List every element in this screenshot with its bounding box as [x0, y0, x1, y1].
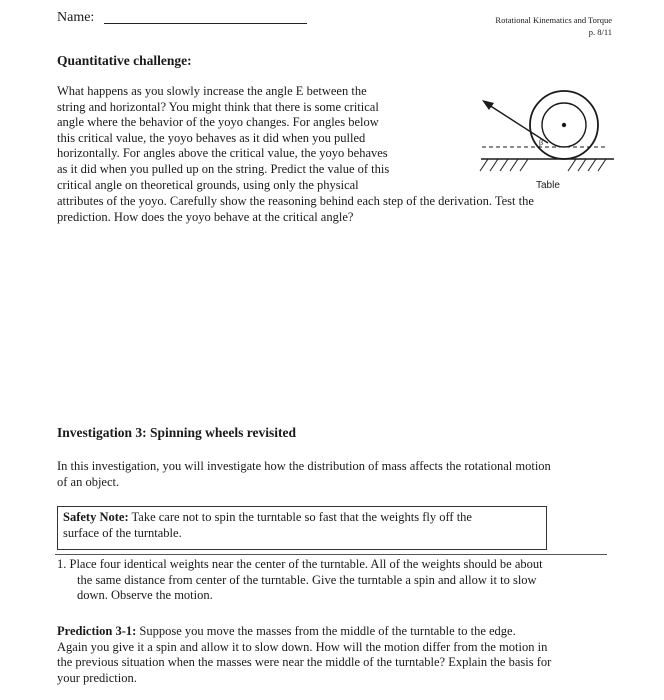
text-line: prediction. How does the yoyo behave at the critical angle?	[57, 209, 354, 224]
safety-note-label: Safety Note:	[63, 510, 129, 524]
text-line: of an object.	[57, 474, 120, 489]
text-line: Again you give it a spin and allow it to slow down. How will the motion differ from the motion in	[57, 639, 548, 654]
investigation-3-heading: Investigation 3: Spinning wheels revisited	[57, 425, 297, 440]
text-line: surface of the turntable.	[63, 525, 182, 540]
text-line: 1. Place four identical weights near the center of the turntable. All of the weights should be about	[57, 557, 543, 571]
text-line: down. Observe the motion.	[77, 588, 213, 603]
text-line: as it did when you pulled up on the string. Predict the value of this	[57, 161, 390, 176]
text-line: In this investigation, you will investigate how the distribution of mass affects the rotational motion	[57, 459, 551, 473]
table-label: Table	[536, 180, 560, 188]
prediction-label: Prediction 3-1:	[57, 624, 137, 638]
text-line: the same distance from center of the turntable. Give the turntable a spin and allow it to slow	[77, 572, 537, 587]
text-line	[63, 510, 541, 526]
text-line: string and horizontal? You might think that there is some critical	[57, 99, 379, 114]
safety-note-box	[57, 506, 547, 550]
text-line: your prediction.	[57, 670, 137, 685]
yoyo-diagram	[476, 78, 616, 188]
yoyo-axle-dot	[562, 123, 566, 127]
string-arrow-icon	[482, 100, 494, 110]
prediction-text: Suppose you move the masses from the middle of the turntable to the edge.	[139, 624, 516, 638]
safety-note-text: Take care not to spin the turntable so fast that the weights fly off the	[131, 510, 472, 524]
divider	[55, 554, 607, 555]
text-line: angle where the behavior of the yoyo changes. For angles below	[57, 115, 379, 130]
text-line: the previous situation when the masses were near the middle of the turntable? Explain the basis for	[57, 655, 552, 670]
step-1-instructions	[57, 557, 617, 604]
page-number: p. 8/11	[588, 27, 612, 37]
text-line: horizontally. For angles above the critical value, the yoyo behaves	[57, 146, 388, 161]
prediction-3-1	[57, 624, 637, 686]
text-line: this critical value, the yoyo behaves as it did when you pulled	[57, 130, 366, 145]
investigation-3-intro	[57, 459, 617, 490]
name-blank-line	[104, 23, 307, 24]
text-line	[57, 624, 637, 640]
name-label: Name:	[57, 10, 95, 25]
text-line: What happens as you slowly increase the angle E between the	[57, 84, 367, 98]
quantitative-challenge-heading: Quantitative challenge:	[57, 53, 192, 68]
quantitative-challenge-text	[57, 84, 417, 193]
angle-label: β	[539, 138, 544, 147]
table-hatching	[480, 159, 606, 171]
quantitative-challenge-text-continued	[57, 194, 637, 225]
text-line: critical angle on theoretical grounds, using only the physical	[57, 177, 359, 192]
text-line: attributes of the yoyo. Carefully show the reasoning behind each step of the derivation. Test the	[57, 194, 534, 208]
document-title: Rotational Kinematics and Torque	[495, 15, 612, 25]
